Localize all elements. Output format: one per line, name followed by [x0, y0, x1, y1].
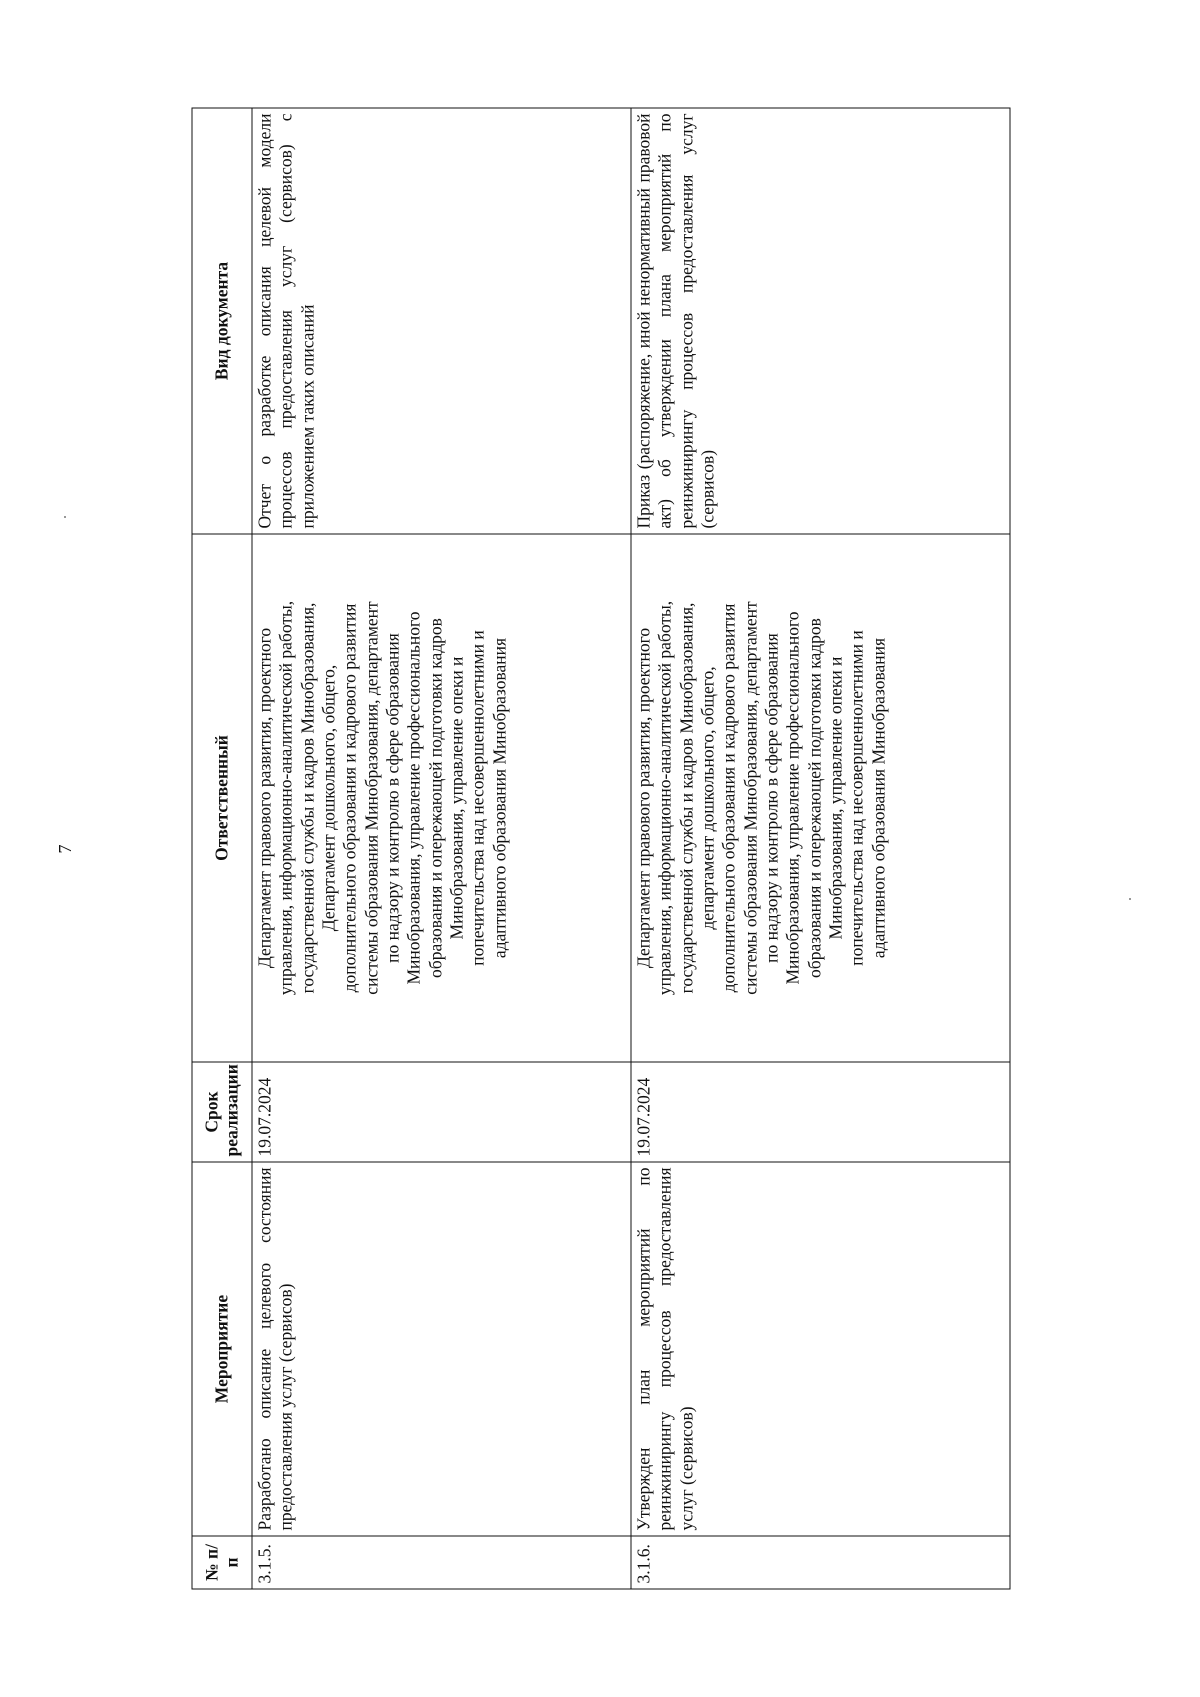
row-responsible	[252, 534, 631, 1062]
responsible-line: системы образования Минобразования, департамент	[360, 600, 381, 995]
header-doc-type: Вид документа	[192, 108, 252, 534]
responsible-line: управления, информационно-аналитической работы,	[654, 600, 675, 995]
rotated-page-content	[191, 108, 1009, 1589]
responsible-line: дополнительного образования и кадрового развития	[718, 603, 739, 992]
row-doc-type: Отчет о разработке описания целевой модели процессов предоставления услуг (сервисов) с приложением таких описаний	[252, 108, 631, 534]
responsible-line: Минобразования, управление профессионального	[782, 610, 803, 985]
responsible-line: Минобразования, управление профессионального	[403, 610, 424, 985]
header-event: Мероприятие	[192, 1162, 252, 1536]
responsible-line: Департамент дошкольного, общего,	[318, 664, 339, 931]
row-responsible	[631, 534, 1010, 1062]
scan-speck	[1129, 898, 1131, 900]
plan-table	[191, 107, 1010, 1589]
table-header-row	[192, 108, 252, 1589]
responsible-line: государственной службы и кадров Минобразования,	[675, 602, 696, 993]
header-deadline-line2: реализации	[220, 1063, 241, 1156]
row-deadline: 19.07.2024	[252, 1062, 631, 1162]
table-row	[252, 108, 631, 1589]
responsible-line: Минобразования, управление опеки и	[446, 656, 467, 939]
responsible-line: попечительства над несовершеннолетними и	[846, 629, 867, 966]
header-num: № п/п	[192, 1536, 252, 1589]
responsible-line: управления, информационно-аналитической работы,	[275, 600, 296, 995]
responsible-line: департамент дошкольного, общего,	[697, 665, 718, 930]
header-deadline-line1: Срок	[201, 1090, 222, 1133]
responsible-line: образования и опережающей подготовки кадров	[424, 617, 445, 978]
responsible-line: по надзору и контролю в сфере образования	[761, 632, 782, 963]
scan-speck	[64, 516, 66, 518]
responsible-line: системы образования Минобразования, департамент	[739, 600, 760, 995]
responsible-line: дополнительного образования и кадрового развития	[339, 603, 360, 992]
header-deadline	[192, 1062, 252, 1162]
responsible-line: Департамент правового развития, проектного	[254, 627, 274, 968]
page-number: 7	[55, 844, 75, 854]
responsible-line: по надзору и контролю в сфере образования	[382, 632, 403, 963]
responsible-line: государственной службы и кадров Минобразования,	[296, 602, 317, 993]
row-num: 3.1.5.	[252, 1536, 631, 1589]
responsible-line: попечительства над несовершеннолетними и	[467, 629, 488, 966]
responsible-line: адаптивного образования Минобразования	[488, 637, 509, 958]
responsible-line: адаптивного образования Минобразования	[867, 637, 888, 958]
row-deadline: 19.07.2024	[631, 1062, 1010, 1162]
responsible-line: Департамент правового развития, проектного	[633, 627, 653, 968]
table-row	[631, 108, 1010, 1589]
row-num: 3.1.6.	[631, 1536, 1010, 1589]
header-responsible: Ответственный	[192, 534, 252, 1062]
row-event: Разработано описание целевого состояния предоставления услуг (сервисов)	[252, 1162, 631, 1536]
row-doc-type: Приказ (распоряжение, иной ненормативный правовой акт) об утверждении плана мероприятий по реинжинирингу процессов предоставления услуг (сервисов)	[631, 108, 1010, 534]
row-event: Утвержден план мероприятий по реинжинирингу процессов предоставления услуг (сервисов)	[631, 1162, 1010, 1536]
responsible-line: образования и опережающей подготовки кадров	[803, 617, 824, 978]
responsible-line: Минобразования, управление опеки и	[825, 656, 846, 939]
